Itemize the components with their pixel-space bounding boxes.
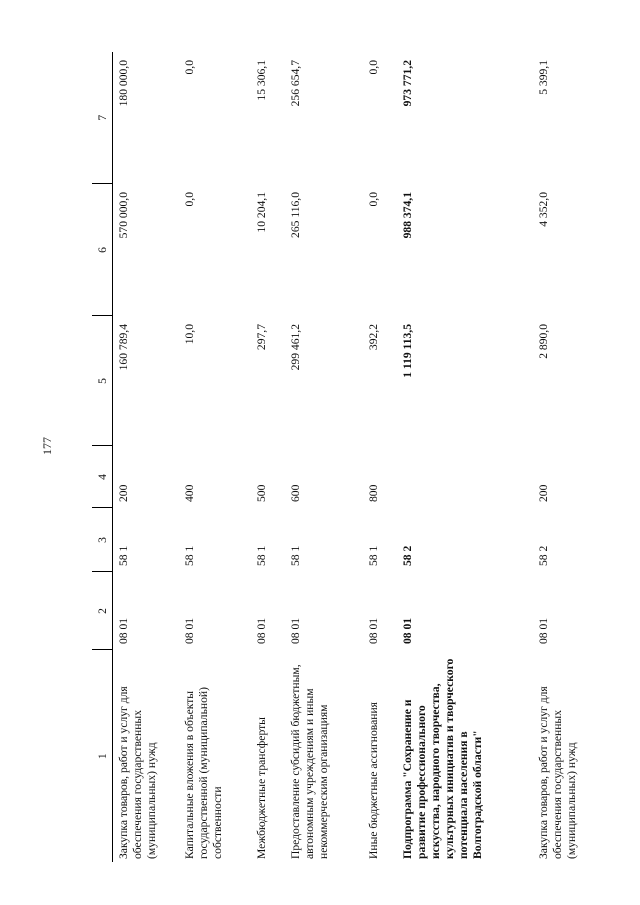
amount-col6: 4 352,0 bbox=[537, 192, 550, 227]
amount-col7: 0,0 bbox=[367, 60, 380, 75]
program-code: 58 1 bbox=[117, 545, 130, 566]
row-name: Подпрограмма "Сохранение и развитие профессионального искусства, народного творчества, культурных инициатив и творческого потенциала населения в Волгоградской области" bbox=[401, 658, 484, 859]
section-code: 08 01 bbox=[367, 617, 380, 644]
program-code: 58 1 bbox=[255, 545, 268, 566]
row-name: Закупка товаров, работ и услуг для обеспечения государственных (муниципальных) нужд bbox=[537, 686, 578, 859]
table-row bbox=[285, 52, 363, 862]
row-name: Предоставление субсидий бюджетным, автономным учреждениям и иным некоммерческим организациям bbox=[289, 664, 330, 859]
amount-col5: 160 789,4 bbox=[117, 324, 130, 371]
amount-col5: 299 461,2 bbox=[289, 324, 302, 371]
table-row bbox=[363, 52, 397, 862]
amount-col5: 2 890,0 bbox=[537, 324, 550, 359]
table-row-subprogram bbox=[397, 52, 533, 862]
section-code: 08 01 bbox=[289, 617, 302, 644]
amount-col6: 988 374,1 bbox=[401, 192, 414, 239]
table-row bbox=[533, 52, 599, 862]
amount-col6: 265 116,0 bbox=[289, 192, 302, 238]
section-code: 08 01 bbox=[537, 617, 550, 644]
table-row bbox=[251, 52, 285, 862]
amount-col6: 10 204,1 bbox=[255, 192, 268, 233]
section-code: 08 01 bbox=[255, 617, 268, 644]
column-number-row bbox=[92, 52, 113, 862]
amount-col5: 1 119 113,5 bbox=[401, 324, 414, 378]
amount-col6: 570 000,0 bbox=[117, 192, 130, 239]
table-row bbox=[179, 52, 251, 862]
program-code: 58 2 bbox=[537, 545, 550, 566]
section-code: 08 01 bbox=[183, 617, 196, 644]
expense-type-code: 200 bbox=[537, 484, 550, 502]
column-header: 3 bbox=[92, 508, 113, 572]
amount-col6: 0,0 bbox=[367, 192, 380, 207]
row-name: Иные бюджетные ассигнования bbox=[367, 702, 380, 859]
amount-col5: 297,7 bbox=[255, 324, 268, 351]
column-header: 5 bbox=[92, 316, 113, 446]
expense-type-code: 600 bbox=[289, 484, 302, 502]
section-code: 08 01 bbox=[117, 617, 130, 644]
amount-col7: 15 306,1 bbox=[255, 60, 268, 101]
column-header: 1 bbox=[92, 650, 113, 862]
column-header: 4 bbox=[92, 446, 113, 508]
expense-type-code: 500 bbox=[255, 484, 268, 502]
program-code: 58 1 bbox=[367, 545, 380, 566]
row-name: Закупка товаров, работ и услуг для обеспечения государственных (муниципальных) нужд bbox=[117, 686, 158, 859]
amount-col5: 10,0 bbox=[183, 324, 196, 345]
expense-type-code bbox=[397, 446, 533, 508]
amount-col7: 0,0 bbox=[183, 60, 196, 75]
expense-type-code: 200 bbox=[117, 484, 130, 502]
amount-col7: 256 654,7 bbox=[289, 60, 302, 107]
amount-col7: 180 000,0 bbox=[117, 60, 130, 107]
expense-type-code: 800 bbox=[367, 484, 380, 502]
budget-table bbox=[92, 52, 599, 862]
program-code: 58 1 bbox=[289, 545, 302, 566]
column-header: 6 bbox=[92, 184, 113, 316]
amount-col7: 5 399,1 bbox=[537, 60, 550, 95]
column-header: 7 bbox=[92, 52, 113, 184]
page-number: 177 bbox=[40, 437, 54, 455]
amount-col7: 973 771,2 bbox=[401, 60, 414, 107]
budget-sheet bbox=[92, 52, 627, 862]
amount-col6: 0,0 bbox=[183, 192, 196, 207]
row-name: Капитальные вложения в объекты государственной (муниципальной) собственности bbox=[183, 687, 224, 859]
program-code: 58 2 bbox=[401, 545, 414, 566]
column-header: 2 bbox=[92, 572, 113, 650]
table-row bbox=[113, 52, 180, 862]
expense-type-code: 400 bbox=[183, 484, 196, 502]
section-code: 08 01 bbox=[401, 617, 414, 644]
program-code: 58 1 bbox=[183, 545, 196, 566]
amount-col5: 392,2 bbox=[367, 324, 380, 351]
row-name: Межбюджетные трансферты bbox=[255, 717, 268, 859]
